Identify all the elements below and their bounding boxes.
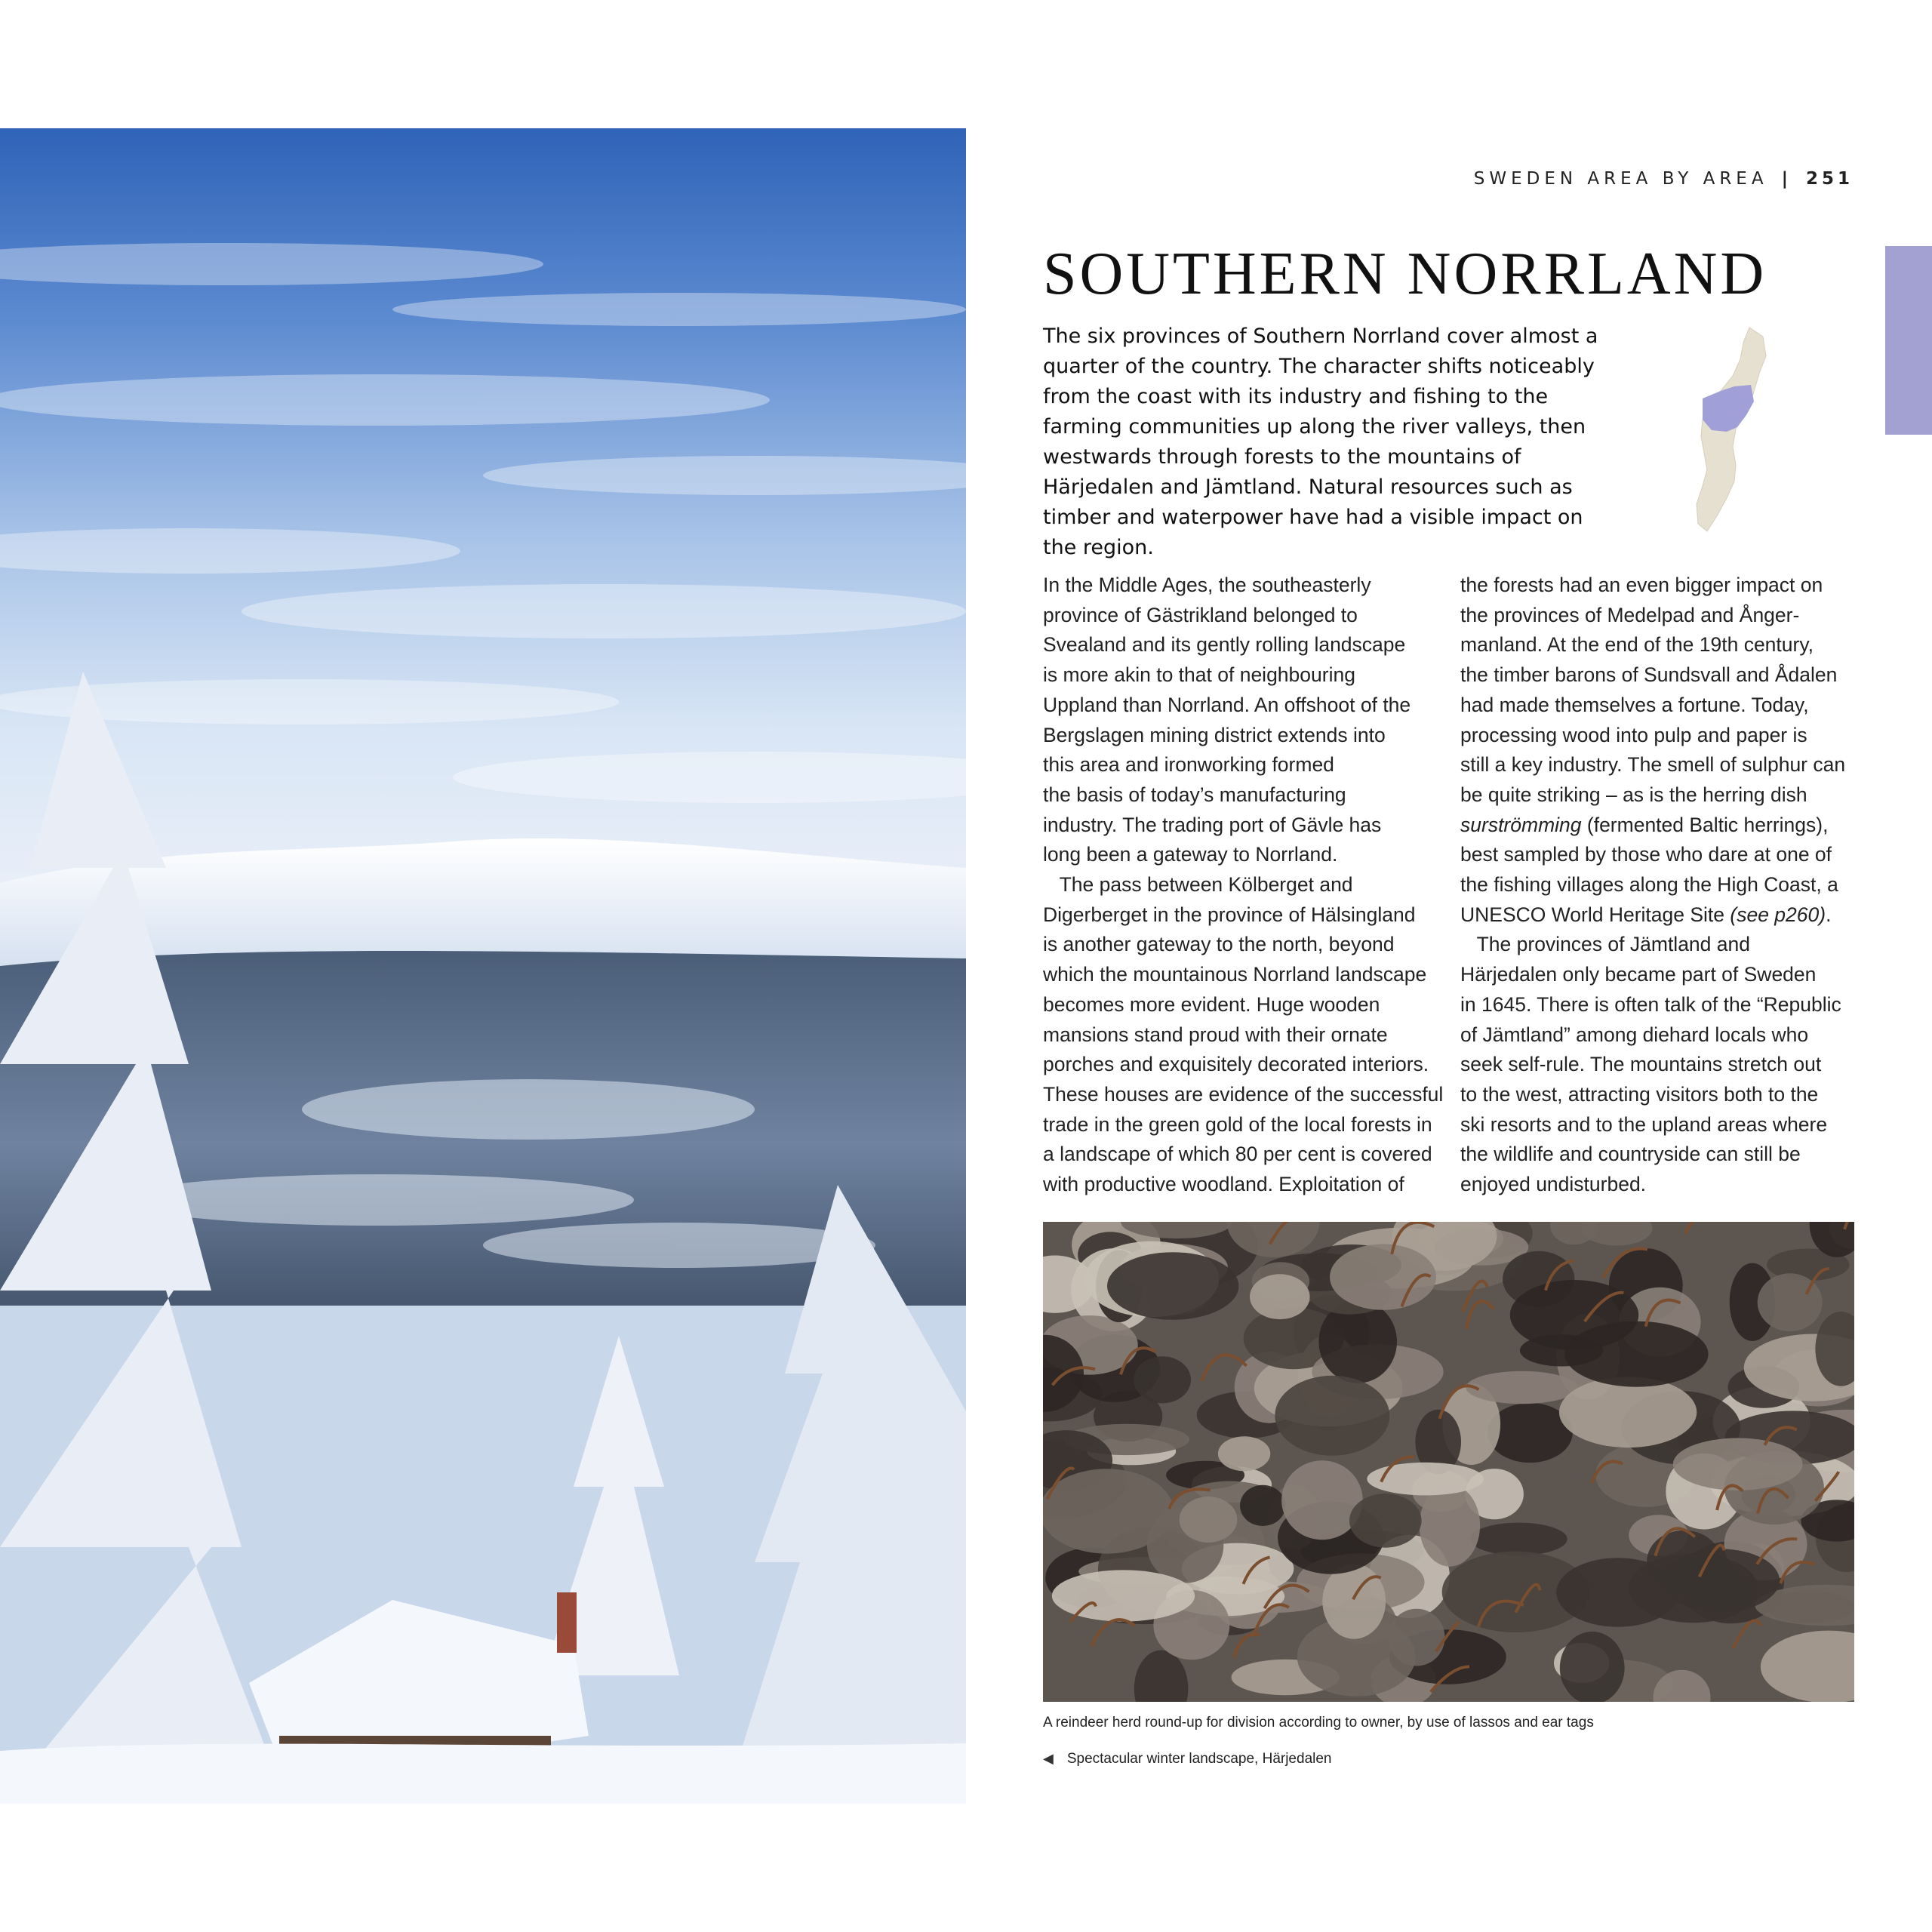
body-line: Digerberget in the province of Hälsingland [1043, 903, 1416, 926]
body-line: the timber barons of Sundsvall and Ådalen [1460, 663, 1838, 687]
reindeer-herd-photo [1043, 1222, 1854, 1702]
body-line: enjoyed undisturbed. [1460, 1173, 1647, 1196]
body-line: The provinces of Jämtland and [1460, 933, 1750, 956]
body-line: in 1645. There is often talk of the “Republic [1460, 992, 1841, 1016]
body-line: the wildlife and countryside can still be [1460, 1143, 1801, 1166]
separator: | [1781, 169, 1792, 189]
body-line: long been a gateway to Norrland. [1043, 843, 1338, 866]
body-line: the fishing villages along the High Coast, a [1460, 873, 1838, 897]
body-line: the provinces of Medelpad and Ånger- [1460, 603, 1800, 626]
body-line: which the mountainous Norrland landscape [1043, 963, 1427, 986]
body-line: becomes more evident. Huge wooden [1043, 992, 1380, 1016]
intro-paragraph: The six provinces of Southern Norrland cover almost a quarter of the country. The character shifts noticeably from the coast with its industry and fishing to the farming communities up along the river valleys, then westwards through forests to the mountains of Härjedalen and Jämtland. Natural resources such as timber and waterpower have had a visible impact on the region. [1043, 325, 1598, 559]
body-line: manland. At the end of the 19th century, [1460, 633, 1814, 657]
body-line: Bergslagen mining district extends into [1043, 723, 1386, 746]
reindeer-caption: A reindeer herd round-up for division according to owner, by use of lassos and ear tags [1043, 1715, 1594, 1730]
body-line: the forests had an even bigger impact on [1460, 574, 1823, 596]
section-name: SWEDEN AREA BY AREA [1473, 169, 1768, 189]
sweden-locator-map [1690, 326, 1774, 533]
body-line: province of Gästrikland belonged to [1043, 603, 1358, 626]
winter-landscape-photo [0, 128, 966, 1804]
body-line: processing wood into pulp and paper is [1460, 723, 1807, 746]
body-fragment: . [1826, 903, 1832, 926]
body-line [1460, 811, 1868, 841]
body-line: industry. The trading port of Gävle has [1043, 813, 1382, 836]
body-fragment: UNESCO World Heritage Site [1460, 903, 1730, 926]
page-title: SOUTHERN NORRLAND [1043, 241, 1767, 307]
body-line: trade in the green gold of the local forests in [1043, 1112, 1432, 1136]
body-line: mansions stand proud with their ornate [1043, 1023, 1388, 1046]
body-line: be quite striking – as is the herring dish [1460, 783, 1807, 806]
body-line: Svealand and its gently rolling landscape [1043, 633, 1406, 657]
winter-caption-text: Spectacular winter landscape, Härjedalen [1066, 1751, 1332, 1767]
body-line: had made themselves a fortune. Today, [1460, 693, 1809, 716]
body-line [1460, 900, 1868, 931]
body-line: ski resorts and to the upland areas where [1460, 1112, 1828, 1136]
body-line: best sampled by those who dare at one of [1460, 843, 1832, 866]
left-arrow-icon: ◀ [1043, 1751, 1054, 1766]
body-line: a landscape of which 80 per cent is covered [1043, 1143, 1432, 1166]
cross-reference: (see p260) [1730, 903, 1826, 926]
body-line: Uppland than Norrland. An offshoot of the [1043, 693, 1411, 716]
body-line: with productive woodland. Exploitation of [1043, 1173, 1404, 1196]
body-fragment: (fermented Baltic herrings), [1581, 813, 1829, 836]
page-number: 251 [1805, 169, 1854, 189]
body-line: still a key industry. The smell of sulphur can [1460, 753, 1846, 777]
body-line: Härjedalen only became part of Sweden [1460, 963, 1817, 986]
body-line: seek self-rule. The mountains stretch out [1460, 1053, 1822, 1076]
body-line: the basis of today’s manufacturing [1043, 783, 1346, 806]
body-line: The pass between Kölberget and [1043, 873, 1353, 897]
winter-caption [1043, 1751, 1332, 1767]
running-head [1474, 169, 1854, 189]
body-line: In the Middle Ages, the southeasterly [1043, 574, 1371, 596]
italic-term: surströmming [1460, 813, 1582, 836]
body-line: is another gateway to the north, beyond [1043, 933, 1395, 956]
body-line: These houses are evidence of the successful [1043, 1082, 1444, 1106]
body-column-2 [1460, 571, 1868, 1200]
section-thumb-tab [1885, 246, 1932, 435]
body-line: of Jämtland” among diehard locals who [1460, 1023, 1809, 1046]
body-line: to the west, attracting visitors both to the [1460, 1082, 1819, 1106]
body-line: porches and exquisitely decorated interiors. [1043, 1053, 1429, 1076]
body-line: is more akin to that of neighbouring [1043, 663, 1355, 687]
body-line: this area and ironworking formed [1043, 753, 1334, 777]
body-column-1 [1043, 571, 1451, 1200]
